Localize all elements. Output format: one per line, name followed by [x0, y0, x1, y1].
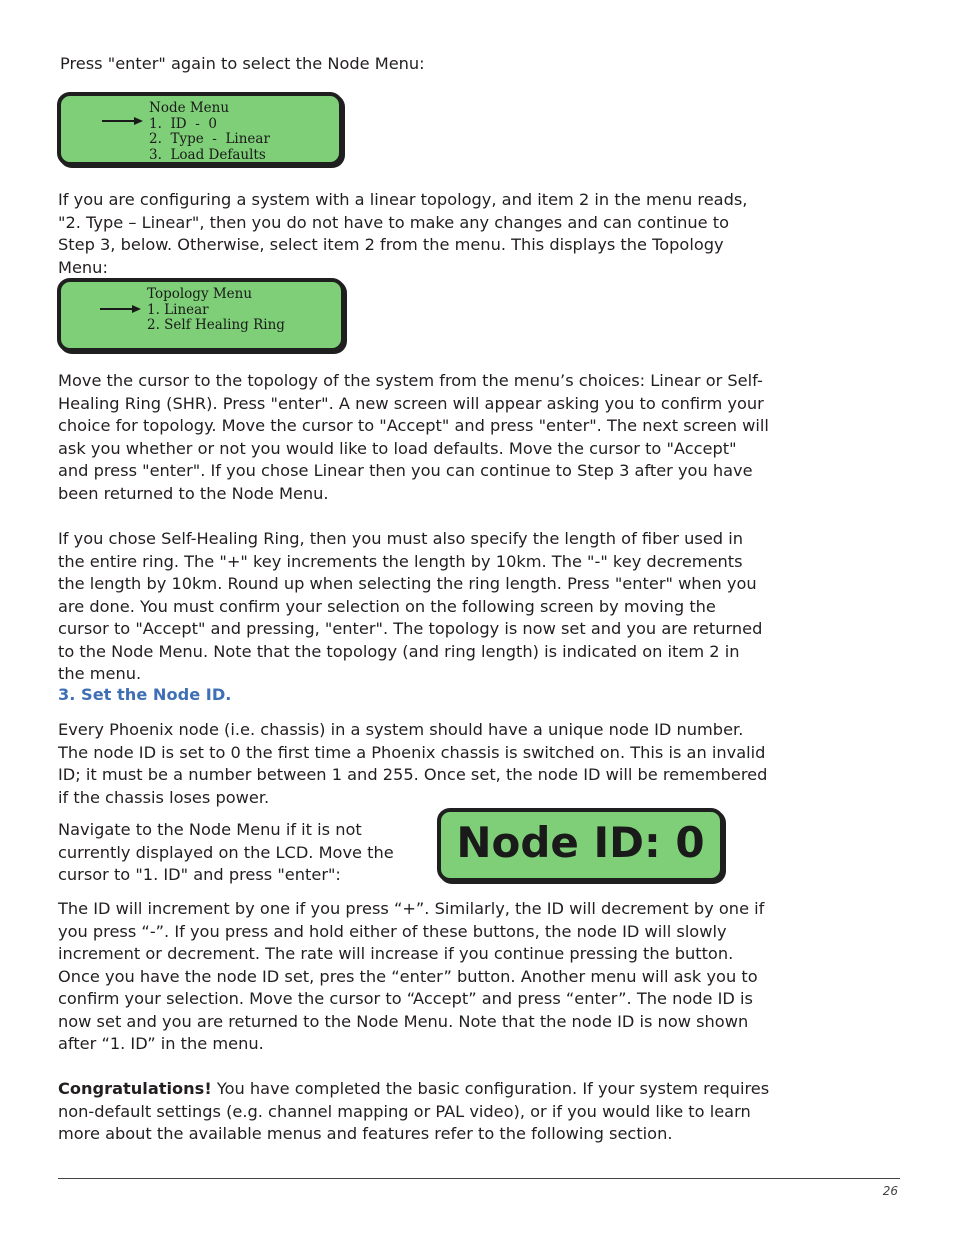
- congratulations-text: You have completed the basic configuration. If your system requires non-default settings (e.g. channel mapping or PAL video), or if you would like to learn more about the available menus and features refer to the following section.: [58, 1079, 770, 1143]
- paragraph-self-healing-ring: If you chose Self-Healing Ring, then you must also specify the length of fiber used in the entire ring. The "+" key increments the length by 10km. The "-" key decrements the length by 10km. Round up when selecting the ring length. Press "enter" when you are done. You must confirm your selection on the following screen by moving the cursor to "Accept" and pressing, "enter". The topology is now set and you are returned to the Node Menu. Note that the topology (and ring length) is indicated on item 2 in the menu.: [58, 529, 763, 683]
- page-number: 26: [882, 1184, 898, 1198]
- lcd-line: Node Menu: [149, 100, 230, 116]
- paragraph-increment: The ID will increment by one if you press “+”. Similarly, the ID will decrement by one if you press “-”. If you press and hold either of these buttons, the node ID will slowly increment or decrement. The rate will increase if you continue pressing the button. Once you have the node ID set, pres the “enter” button. Another menu will ask you to confirm your selection. Move the cursor to “Accept” and press “enter”. The node ID is now set and you are returned to the Node Menu. Note that the node ID is now shown after “1. ID” in the menu.: [58, 899, 765, 1053]
- congratulations-bold: Congratulations!: [58, 1079, 212, 1098]
- paragraph-node-id: Every Phoenix node (i.e. chassis) in a system should have a unique node ID number. The node ID is set to 0 the first time a Phoenix chassis is switched on. This is an invalid ID; it must be a number between 1 and 255. Once set, the node ID will be remembered if the chassis loses power.: [58, 720, 768, 807]
- cursor-arrow-icon: [102, 116, 144, 126]
- lcd-line: Topology Menu: [147, 286, 253, 302]
- lcd-line: 2. Type - Linear: [149, 131, 270, 147]
- topology-menu-lcd: [57, 278, 345, 352]
- lcd-line: 1. ID - 0: [149, 115, 217, 132]
- paragraph-navigate: Navigate to the Node Menu if it is not currently displayed on the LCD. Move the cursor to "1. ID" and press "enter":: [58, 820, 394, 884]
- lcd-line: 2. Self Healing Ring: [147, 317, 285, 333]
- node-menu-lcd: [57, 92, 343, 166]
- intro-text: Press "enter" again to select the Node Menu:: [60, 54, 425, 73]
- section-heading: 3. Set the Node ID.: [58, 685, 232, 704]
- footer-rule: [58, 1178, 900, 1179]
- node-id-display: Node ID: 0: [456, 818, 705, 867]
- paragraph-move-cursor: Move the cursor to the topology of the system from the menu’s choices: Linear or Self-Healing Ring (SHR). Press "enter". A new screen will appear asking you to confirm your choice for topology. Move the cursor to "Accept" and press "enter". The next screen will ask you whether or not you would like to load defaults. Move the cursor to "Accept" and press "enter". If you chose Linear then you can continue to Step 3 after you have been returned to the Node Menu.: [58, 371, 769, 503]
- lcd-line: 1. Linear: [147, 301, 209, 318]
- cursor-arrow-icon: [100, 304, 142, 314]
- paragraph-linear: If you are configuring a system with a linear topology, and item 2 in the menu reads, "2. Type – Linear", then you do not have to make any changes and can continue to Step 3, below. Otherwise, select item 2 from the menu. This displays the Topology Menu:: [58, 190, 748, 277]
- paragraph-congratulations: [58, 1078, 770, 1146]
- lcd-line: 3. Load Defaults: [149, 146, 266, 163]
- node-id-lcd: [437, 808, 724, 882]
